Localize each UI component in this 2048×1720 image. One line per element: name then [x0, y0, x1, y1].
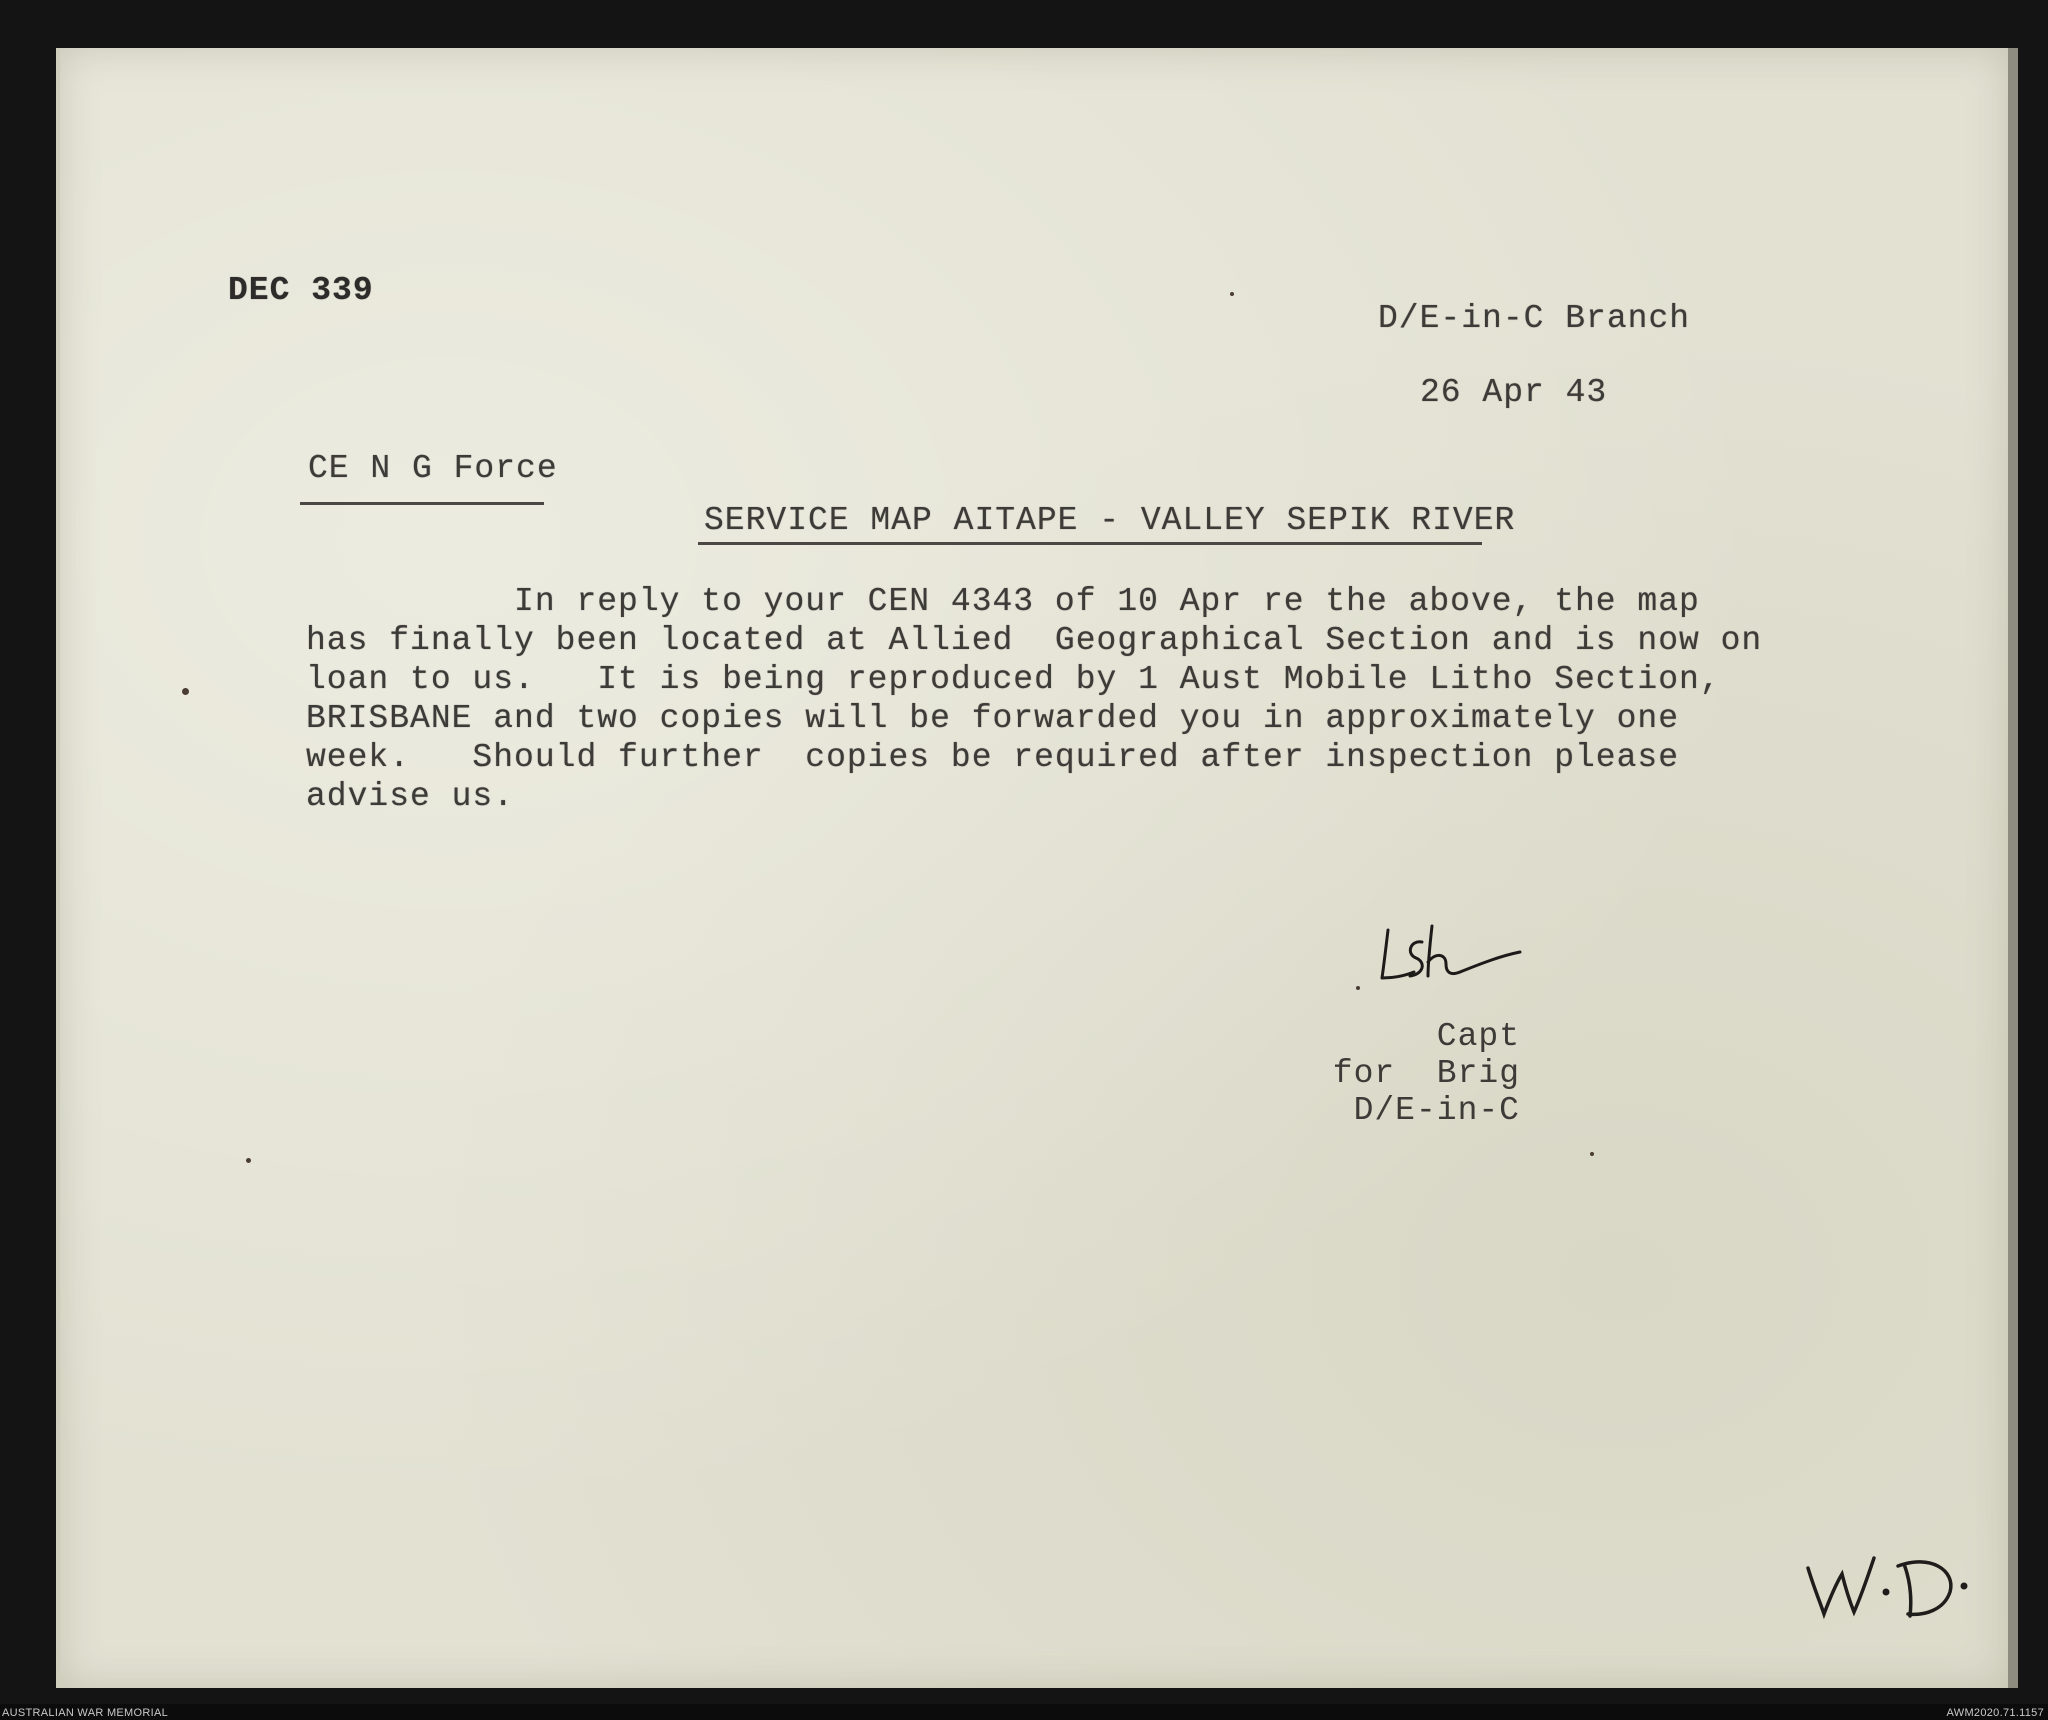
body-line: week. Should further copies be required after inspection please — [306, 739, 1680, 776]
body-line: loan to us. It is being reproduced by 1 Aust Mobile Litho Section, — [306, 661, 1721, 698]
addressee: CE N G Force — [308, 450, 558, 487]
body-line: has finally been located at Allied Geographical Section and is now on — [306, 622, 1763, 659]
handwritten-annotation — [1800, 1540, 1980, 1630]
handwritten-signature — [1370, 912, 1530, 992]
body-line: advise us. — [306, 778, 515, 815]
paper-speck — [1590, 1152, 1594, 1156]
subject-underline — [698, 542, 1482, 545]
paper-speck — [1356, 986, 1360, 990]
sender-branch: D/E-in-C Branch — [1378, 300, 1691, 337]
signatory-for: for Brig — [1332, 1055, 1520, 1092]
signatory-office: D/E-in-C — [1353, 1092, 1520, 1129]
institution-caption: AUSTRALIAN WAR MEMORIAL — [2, 1707, 169, 1719]
body-line: BRISBANE and two copies will be forwarded you in approximately one — [306, 700, 1680, 737]
accession-number: AWM2020.71.1157 — [1946, 1707, 2044, 1719]
addressee-underline — [300, 502, 544, 505]
signatory-block — [1300, 1018, 1520, 1129]
body-line: In reply to your CEN 4343 of 10 Apr re the above, the map — [306, 583, 1700, 620]
paper-speck — [1230, 292, 1234, 296]
letter-body — [306, 582, 1763, 816]
paper-speck — [182, 688, 189, 695]
paper-speck — [246, 1158, 251, 1163]
document-date: 26 Apr 43 — [1420, 374, 1608, 411]
subject-heading: SERVICE MAP AITAPE - VALLEY SEPIK RIVER — [704, 502, 1516, 539]
caption-bar — [0, 1704, 2048, 1720]
signatory-rank: Capt — [1436, 1018, 1520, 1055]
document-reference: DEC 339 — [228, 272, 374, 309]
